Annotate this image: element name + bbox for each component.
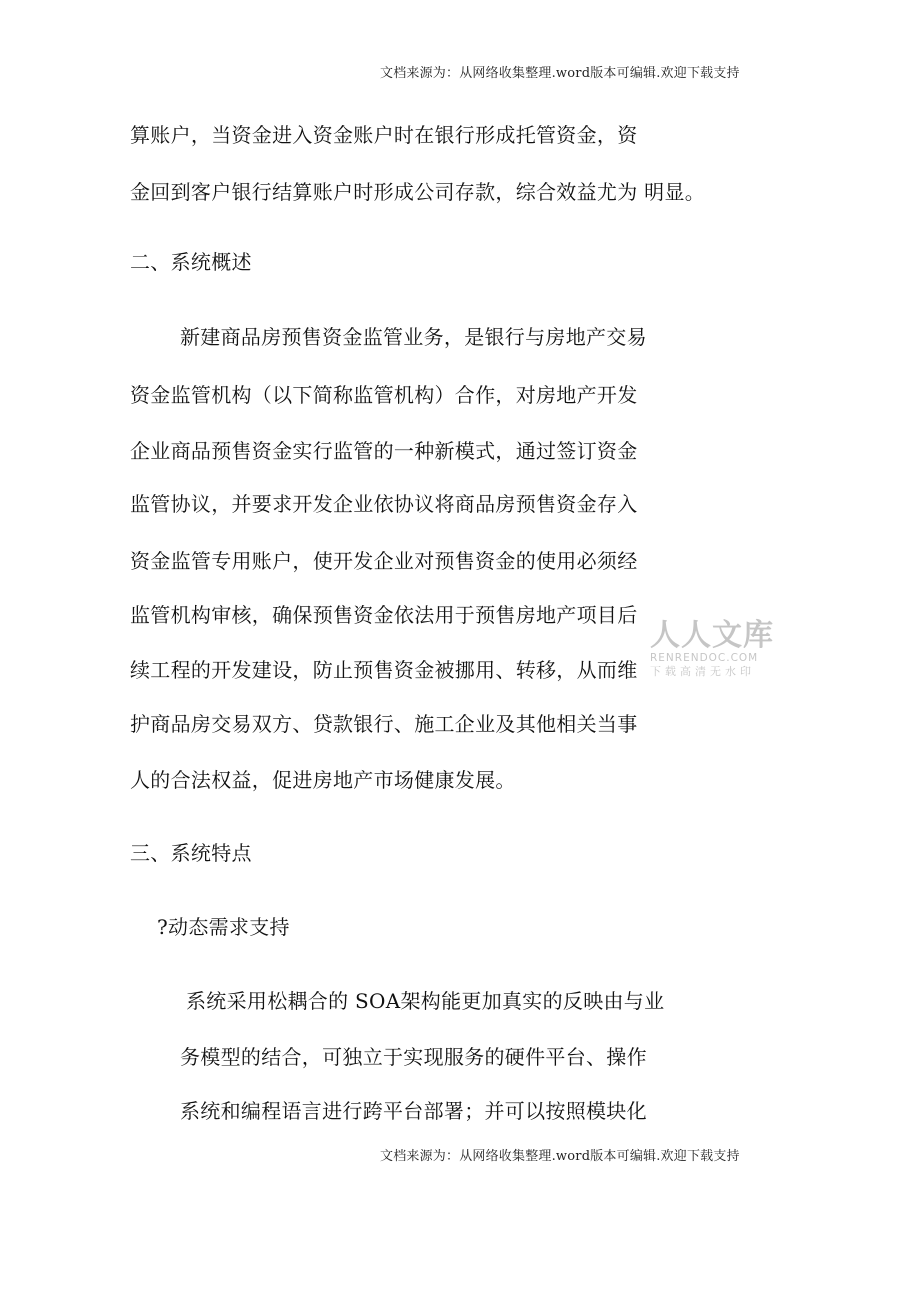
body-line: 金回到客户银行结算账户时形成公司存款，综合效益尤为 明显。: [130, 180, 706, 204]
paragraph-line: 监管协议，并要求开发企业依协议将商品房预售资金存入: [130, 492, 638, 516]
watermark-domain: RENRENDOC.COM: [650, 652, 759, 664]
feature-paragraph-line: 务模型的结合，可独立于实现服务的硬件平台、操作: [180, 1045, 647, 1069]
watermark-logo: [650, 620, 780, 679]
feature-paragraph-line: 系统采用松耦合的 SOA架构能更加真实的反映由与业: [186, 989, 665, 1013]
section-heading-overview: 二、系统概述: [130, 250, 252, 274]
section-heading-features: 三、系统特点: [130, 841, 252, 865]
body-line: 算账户，当资金进入资金账户时在银行形成托管资金，资: [130, 123, 638, 147]
watermark-subtitle: 下载高清无水印: [650, 665, 755, 678]
paragraph-line: 资金监管机构（以下简称监管机构）合作，对房地产开发: [130, 383, 638, 407]
paragraph-line: 监管机构审核，确保预售资金依法用于预售房地产项目后: [130, 603, 638, 627]
footer-source-note: 文档来源为：从网络收集整理.word版本可编辑.欢迎下载支持: [380, 1149, 740, 1164]
watermark-title: 人人文库: [650, 618, 774, 653]
header-source-note: 文档来源为：从网络收集整理.word版本可编辑.欢迎下载支持: [380, 66, 740, 81]
paragraph-line: 资金监管专用账户，使开发企业对预售资金的使用必须经: [130, 549, 638, 573]
feature-paragraph-line: 系统和编程语言进行跨平台部署；并可以按照模块化: [180, 1099, 647, 1123]
paragraph-line: 护商品房交易双方、贷款银行、施工企业及其他相关当事: [130, 712, 638, 736]
paragraph-line: 人的合法权益，促进房地产市场健康发展。: [130, 768, 516, 792]
paragraph-line: 新建商品房预售资金监管业务，是银行与房地产交易: [180, 325, 647, 349]
feature-bullet-heading: ?动态需求支持: [157, 915, 290, 939]
paragraph-line: 企业商品预售资金实行监管的一种新模式，通过签订资金: [130, 439, 638, 463]
paragraph-line: 续工程的开发建设，防止预售资金被挪用、转移，从而维: [130, 658, 638, 682]
